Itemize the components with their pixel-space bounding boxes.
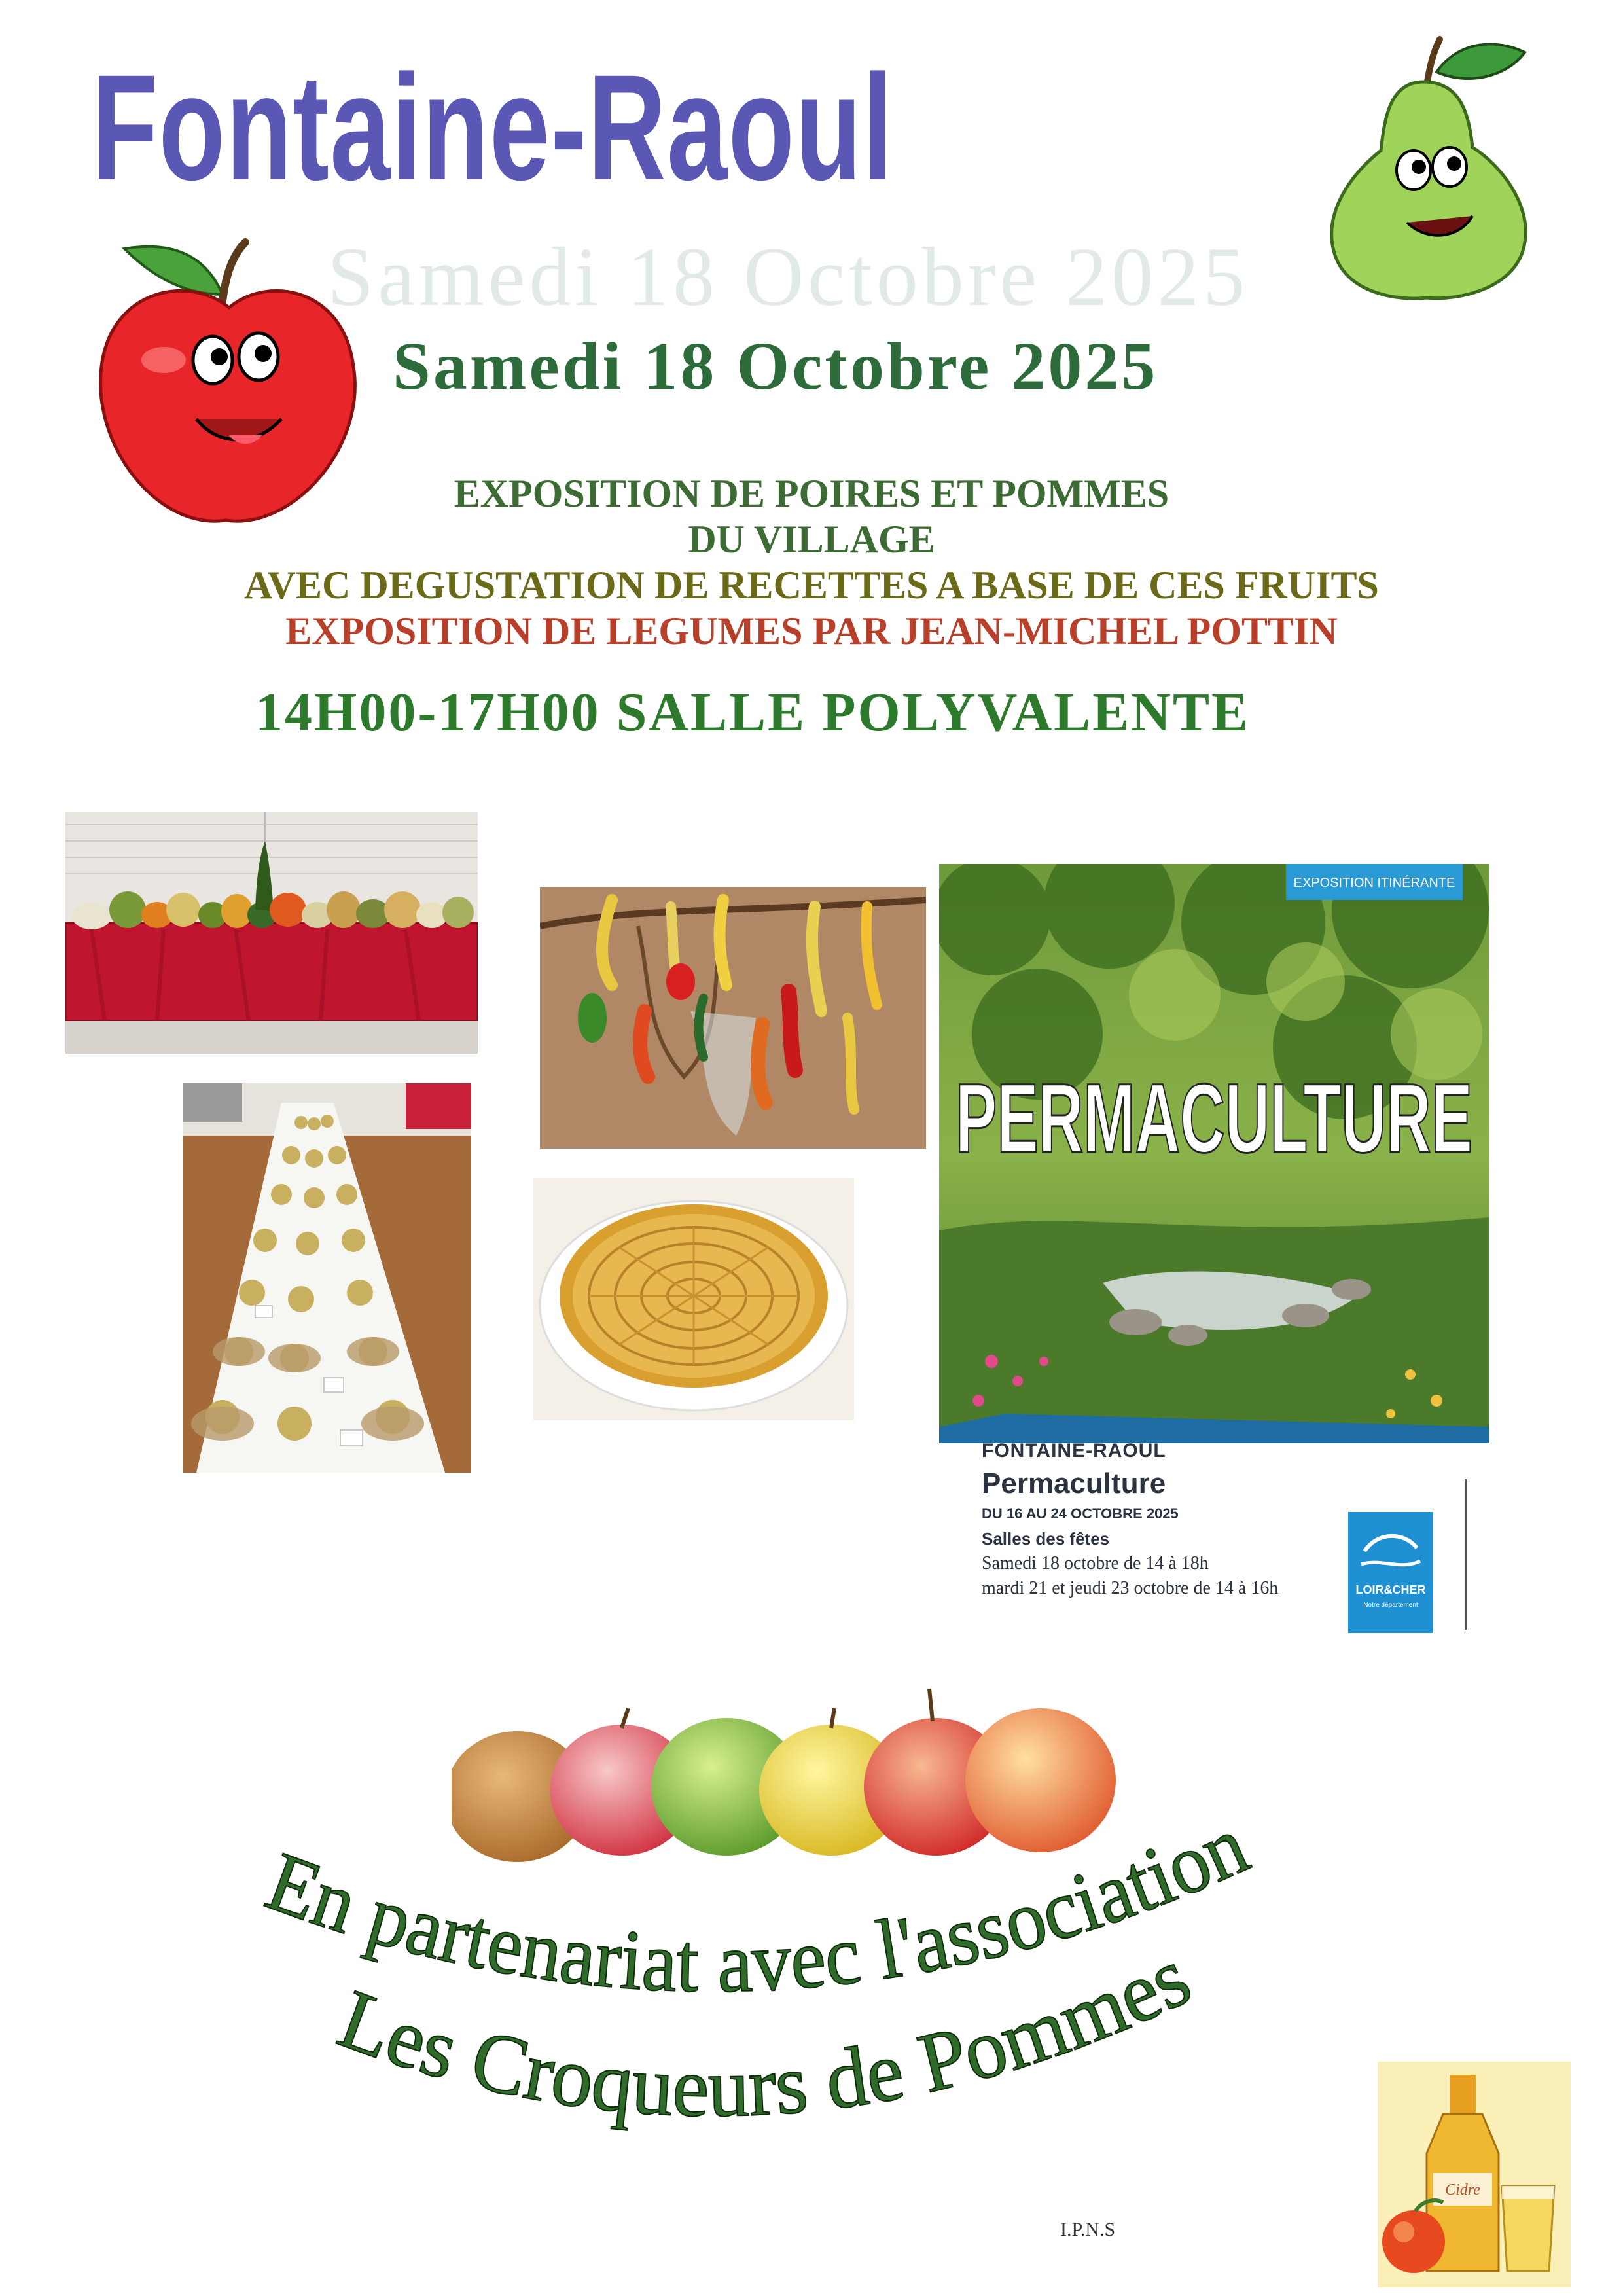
pear-mascot-icon xyxy=(1309,26,1544,308)
ipns-mention: I.P.N.S xyxy=(1060,2219,1116,2240)
pear-exhibition-photo xyxy=(183,1083,471,1473)
event-date: Samedi 18 Octobre 2025 xyxy=(393,329,1158,404)
program-line-1: EXPOSITION DE POIRES ET POMMES xyxy=(454,472,1169,515)
program-line-3: AVEC DEGUSTATION DE RECETTES A BASE DE CES FRUITS xyxy=(244,564,1379,607)
faded-date-text: Samedi 18 Octobre 2025 xyxy=(327,230,1249,323)
partnership-text xyxy=(236,1793,1309,2160)
partnership-line-1: En partenariat avec l'association xyxy=(255,1796,1264,2011)
program-line-4: EXPOSITION DE LEGUMES PAR JEAN-MICHEL POTTIN xyxy=(285,609,1338,653)
partnership-line-2: Les Croqueurs de Pommes xyxy=(327,1929,1205,2135)
poster-tag-label: EXPOSITION ITINÉRANTE xyxy=(1293,876,1455,890)
loir-et-cher-logo xyxy=(1348,1512,1433,1633)
poster-time-1: Samedi 18 octobre de 14 à 18h xyxy=(982,1553,1209,1573)
program-line-2: DU VILLAGE xyxy=(688,518,935,561)
logo-text: LOIR&CHER xyxy=(1355,1583,1426,1596)
event-hours-venue: 14H00-17H00 SALLE POLYVALENTE xyxy=(255,682,1251,743)
permaculture-poster-image xyxy=(939,864,1489,1443)
apple-tart-photo xyxy=(533,1178,854,1420)
page-title: Fontaine-Raoul xyxy=(92,43,894,211)
chili-peppers-photo xyxy=(540,887,926,1149)
poster-venue: Salles des fêtes xyxy=(982,1529,1110,1549)
poster-title: Permaculture xyxy=(982,1467,1166,1499)
poster-big-title: PERMACULTURE xyxy=(955,1063,1472,1173)
logo-subtext: Notre département xyxy=(1363,1602,1418,1609)
divider-line xyxy=(1465,1479,1467,1630)
cider-label: Cidre xyxy=(1445,2181,1480,2198)
poster-time-2: mardi 21 et jeudi 23 octobre de 14 à 16h xyxy=(982,1578,1279,1598)
squash-display-photo xyxy=(65,812,478,1054)
cider-illustration xyxy=(1378,2062,1571,2287)
poster-dates: DU 16 AU 24 OCTOBRE 2025 xyxy=(982,1505,1179,1522)
poster-location: FONTAINE-RAOUL xyxy=(982,1440,1166,1462)
